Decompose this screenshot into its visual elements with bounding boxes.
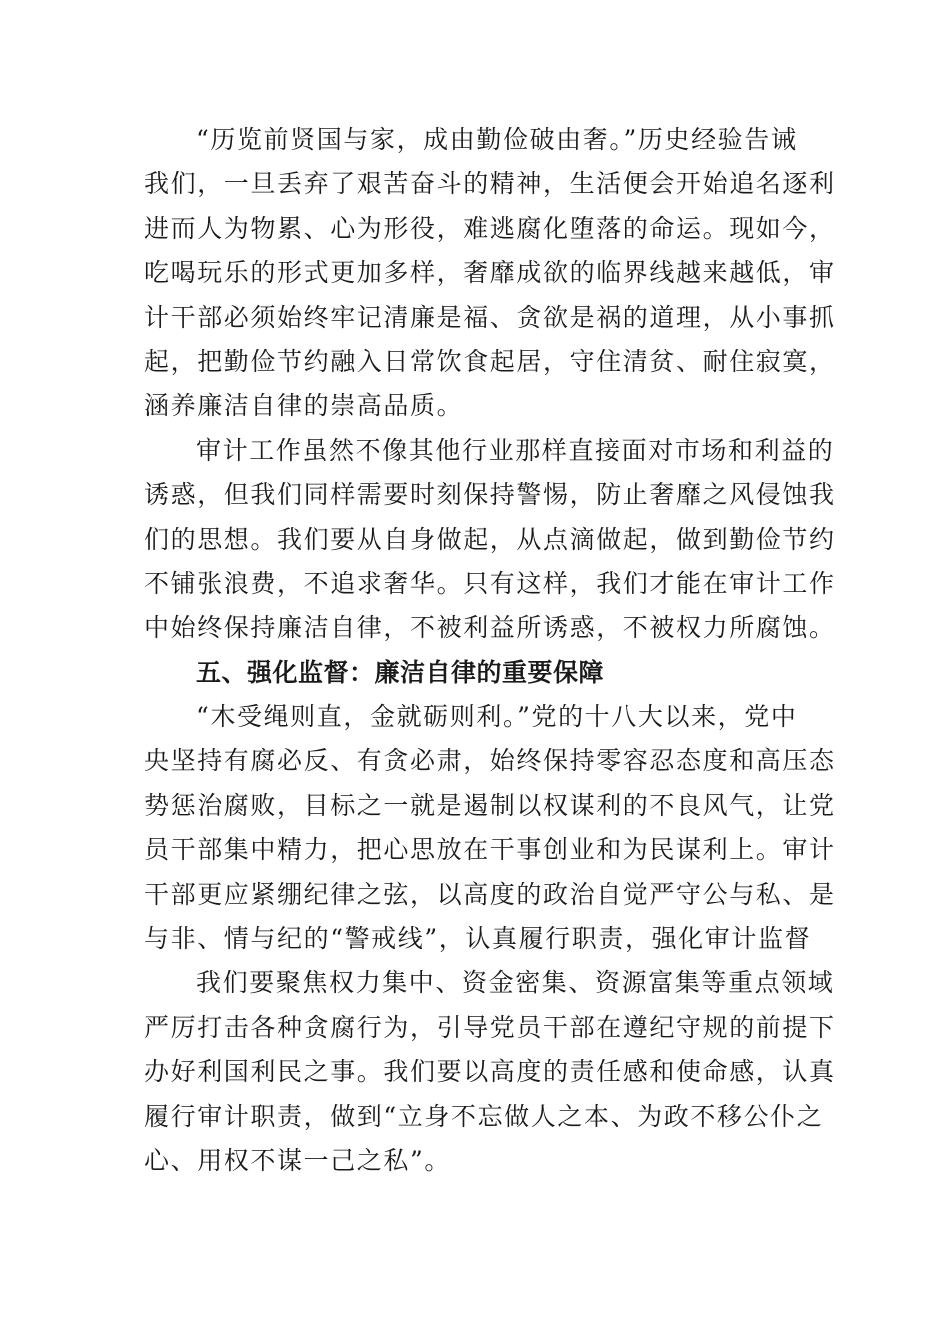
text-line: 诱惑，但我们同样需要时刻保持警惕，防止奢靡之风侵蚀我 <box>144 480 836 510</box>
text-line: 央坚持有腐必反、有贪必肃，始终保持零容忍态度和高压态 <box>144 746 836 776</box>
text-line: 履行审计职责，做到“立身不忘做人之本、为政不移公仆之 <box>144 1101 824 1131</box>
text-line: 吃喝玩乐的形式更加多样，奢靡成欲的临界线越来越低，审 <box>144 258 836 288</box>
text-line: 进而人为物累、心为形役，难逃腐化堕落的命运。现如今， <box>144 213 836 243</box>
paragraph-3 <box>144 695 836 961</box>
text-line: 我们要聚焦权力集中、资金密集、资源富集等重点领域 <box>196 968 835 998</box>
text-line: 办好利国利民之事。我们要以高度的责任感和使命感，认真 <box>144 1057 836 1087</box>
document-body <box>144 118 836 1183</box>
text-line: 严厉打击各种贪腐行为，引导党员干部在遵纪守规的前提下 <box>144 1012 836 1042</box>
text-line: 员干部集中精力，把心思放在干事创业和为民谋利上。审计 <box>144 835 836 865</box>
text-line: 干部更应紧绷纪律之弦，以高度的政治自觉严守公与私、是 <box>144 879 836 909</box>
text-line: 计干部必须始终牢记清廉是福、贪欲是祸的道理，从小事抓 <box>144 302 836 332</box>
text-line: 中始终保持廉洁自律，不被利益所诱惑，不被权力所腐蚀。 <box>144 613 836 643</box>
paragraph-4 <box>144 961 836 1183</box>
paragraph-2 <box>144 429 836 651</box>
text-line: “木受绳则直，金就砺则利。”党的十八大以来，党中 <box>196 702 798 732</box>
text-line: 起，把勤俭节约融入日常饮食起居，守住清贫、耐住寂寞， <box>144 346 836 376</box>
paragraph-1 <box>144 118 836 429</box>
text-line: 心、用权不谋一己之私”。 <box>144 1145 451 1175</box>
text-line: “历览前贤国与家，成由勤俭破由奢。”历史经验告诫 <box>196 125 798 154</box>
text-line: 审计工作虽然不像其他行业那样直接面对市场和利益的 <box>196 435 835 465</box>
text-line: 涵养廉洁自律的崇高品质。 <box>144 391 464 421</box>
text-line: 我们，一旦丢弃了艰苦奋斗的精神，生活便会开始追名逐利 <box>144 169 836 199</box>
text-line: 们的思想。我们要从自身做起，从点滴做起，做到勤俭节约 <box>144 524 836 554</box>
text-line: 与非、情与纪的“警戒线”，认真履行职责，强化审计监督 <box>144 924 812 954</box>
section-heading: 五、强化监督：廉洁自律的重要保障 <box>196 657 605 687</box>
text-line: 不铺张浪费，不追求奢华。只有这样，我们才能在审计工作 <box>144 568 836 598</box>
text-line: 势惩治腐败，目标之一就是遏制以权谋利的不良风气，让党 <box>144 790 836 820</box>
